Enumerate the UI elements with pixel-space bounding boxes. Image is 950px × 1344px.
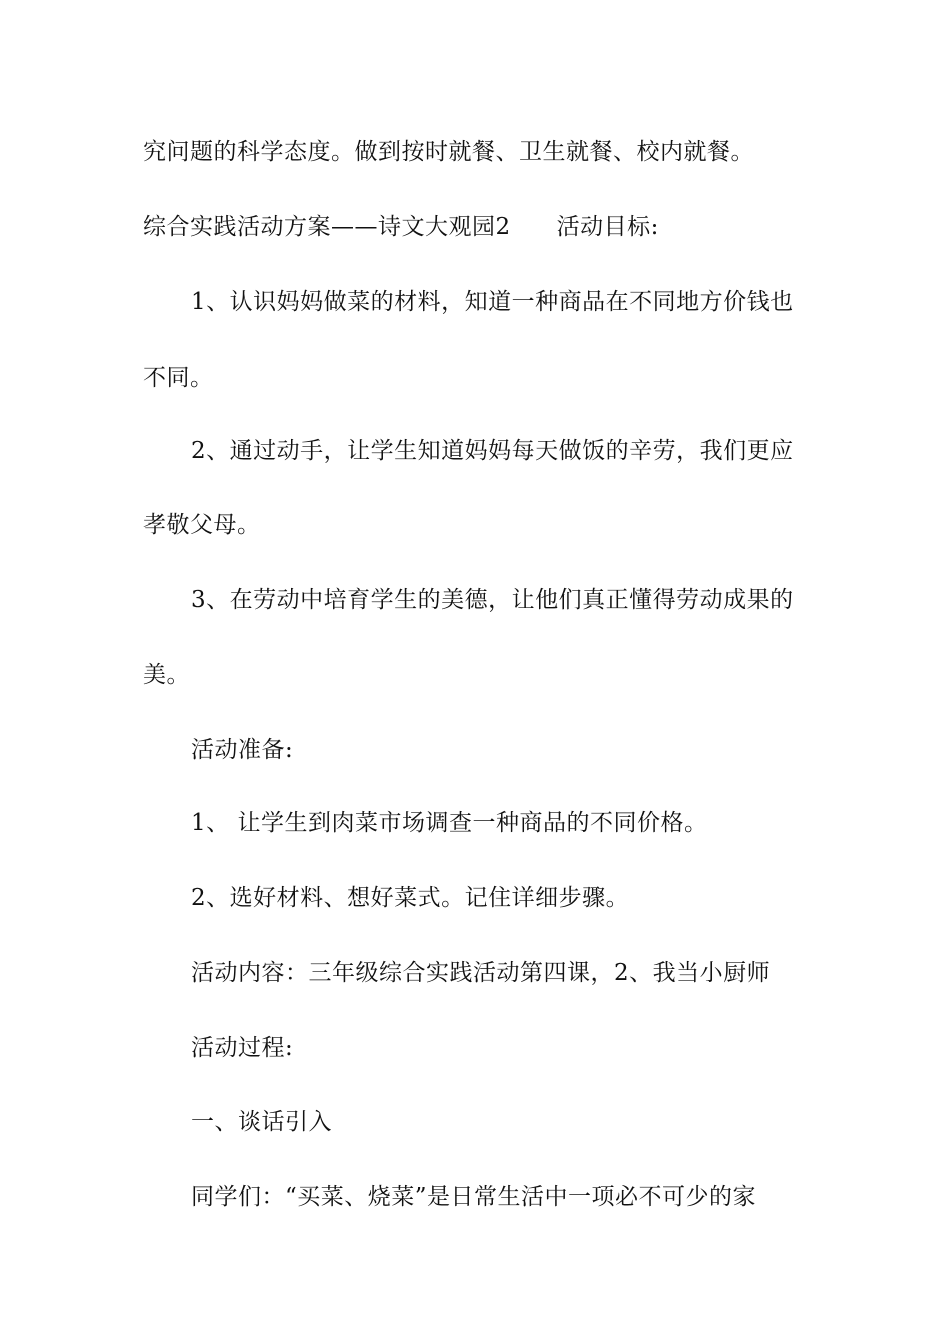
text-line-12: 活动内容：三年级综合实践活动第四课，2、我当小厨师	[191, 960, 771, 986]
text-line-3: 1、认识妈妈做菜的材料，知道一种商品在不同地方价钱也	[191, 289, 794, 315]
text-line-5: 2、通过动手，让学生知道妈妈每天做饭的辛劳，我们更应	[191, 438, 794, 464]
text-line-14: 一、谈话引入	[191, 1109, 332, 1135]
text-line-2	[143, 212, 823, 242]
text-line-1: 究问题的科学态度。做到按时就餐、卫生就餐、校内就餐。	[143, 139, 754, 165]
text-line-13: 活动过程:	[191, 1035, 294, 1061]
text-line-10: 1、 让学生到肉菜市场调查一种商品的不同价格。	[191, 810, 708, 836]
text-line-4: 不同。	[143, 365, 214, 391]
text-line-8: 美。	[143, 662, 190, 688]
activity-goal-heading: 活动目标:	[556, 214, 659, 240]
text-line-6: 孝敬父母。	[143, 512, 261, 538]
text-line-15: 同学们：“买菜、烧菜”是日常生活中一项必不可少的家	[191, 1184, 757, 1210]
text-line-7: 3、在劳动中培育学生的美德，让他们真正懂得劳动成果的	[191, 587, 794, 613]
section-title: 综合实践活动方案——诗文大观园2	[143, 214, 511, 240]
text-line-11: 2、选好材料、想好菜式。记住详细步骤。	[191, 885, 630, 911]
text-line-9: 活动准备:	[191, 737, 294, 763]
